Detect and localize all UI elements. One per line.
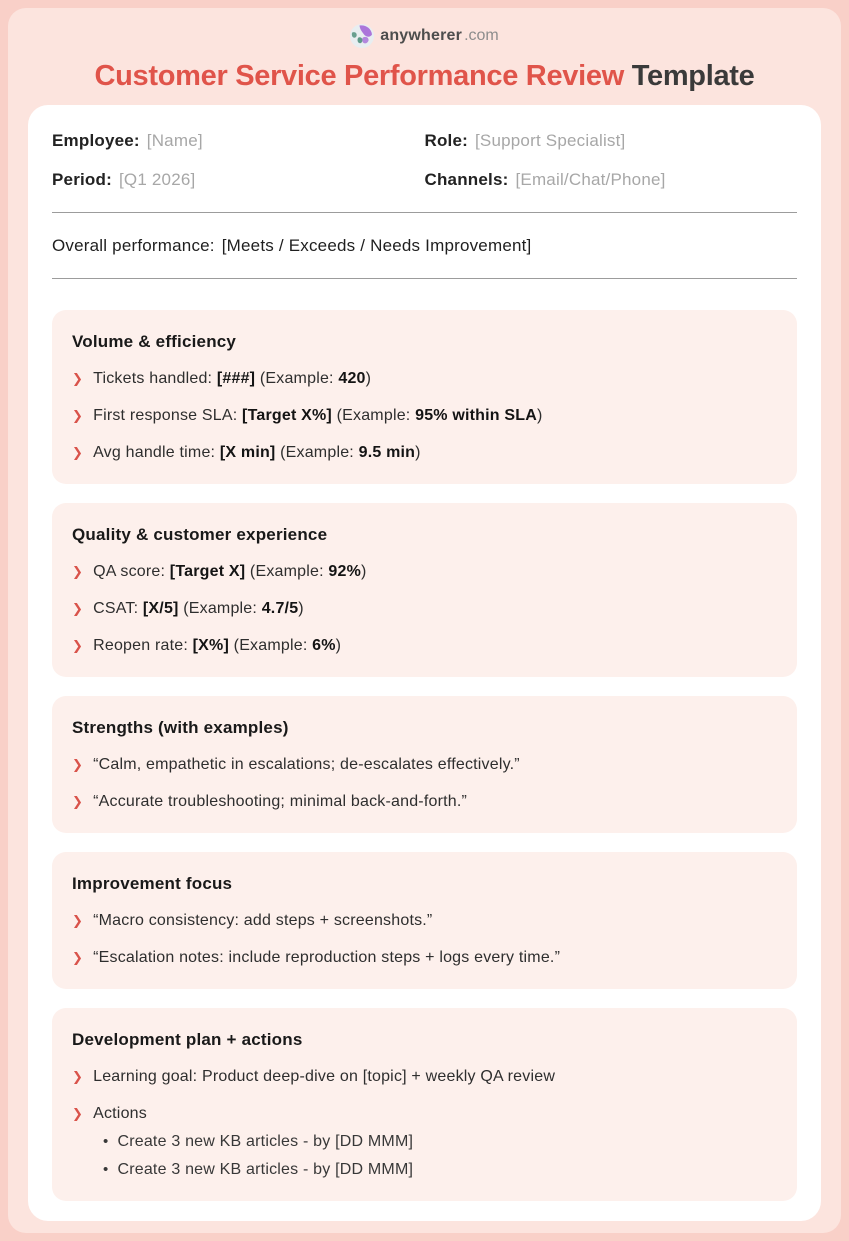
list-item: [72, 369, 777, 388]
brand-logo[interactable]: [20, 20, 829, 48]
meta-fields: [52, 131, 797, 189]
section-heading: Quality & customer experience: [72, 525, 328, 544]
chevron-right-icon: ❯: [72, 564, 84, 579]
list-item: [72, 1104, 777, 1123]
sub-bullet-item: [72, 1132, 777, 1151]
list-item: [72, 911, 777, 930]
globe-icon: [350, 24, 374, 48]
list-item: [72, 443, 777, 462]
item-text: “Calm, empathetic in escalations; de-escalates effectively.”: [93, 756, 520, 773]
page-title-rest: Template: [631, 60, 755, 92]
item-text: “Macro consistency: add steps + screenshots.”: [93, 912, 433, 929]
list-item: [72, 406, 777, 425]
field-value: [Q1 2026]: [118, 170, 196, 189]
chevron-right-icon: ❯: [72, 757, 84, 772]
item-text: Tickets handled: [###] (Example: 420): [93, 370, 372, 387]
list-item: [72, 948, 777, 967]
page-header: [20, 20, 829, 93]
chevron-right-icon: ❯: [72, 1106, 84, 1121]
item-text: Actions: [93, 1105, 147, 1122]
section-quality-customer-experience: [52, 503, 797, 677]
divider-top: [52, 212, 797, 213]
list-item: [72, 792, 777, 811]
section-strengths-with-examples: [52, 696, 797, 833]
item-text: First response SLA: [Target X%] (Example: 95% within SLA): [93, 407, 543, 424]
section-heading: Volume & efficiency: [72, 332, 237, 351]
bullet-dot-icon: •: [103, 1161, 109, 1178]
section-heading: Development plan + actions: [72, 1030, 303, 1049]
overall-performance-label: Overall performance:: [52, 236, 215, 255]
brand-name: anywherer: [380, 27, 463, 44]
template-card: [28, 105, 821, 1221]
section-heading: Strengths (with examples): [72, 718, 289, 737]
page-title: [20, 59, 829, 93]
field-label: Period:: [52, 170, 112, 189]
chevron-right-icon: ❯: [72, 445, 84, 460]
list-item: [72, 562, 777, 581]
list-item: [72, 636, 777, 655]
sections: [52, 310, 797, 1201]
overall-performance-row: [52, 236, 797, 255]
list-item: [72, 755, 777, 774]
field-employee: [52, 131, 425, 150]
field-channels: [425, 170, 798, 189]
item-text: Avg handle time: [X min] (Example: 9.5 min): [93, 444, 421, 461]
list-item: [72, 1067, 777, 1086]
item-text: QA score: [Target X] (Example: 92%): [93, 563, 367, 580]
chevron-right-icon: ❯: [72, 371, 84, 386]
sub-bullet-item: [72, 1160, 777, 1179]
chevron-right-icon: ❯: [72, 794, 84, 809]
chevron-right-icon: ❯: [72, 913, 84, 928]
item-text: Learning goal: Product deep-dive on [topic] + weekly QA review: [93, 1068, 556, 1085]
field-value: [Email/Chat/Phone]: [515, 170, 666, 189]
chevron-right-icon: ❯: [72, 1069, 84, 1084]
item-text: CSAT: [X/5] (Example: 4.7/5): [93, 600, 304, 617]
field-role: [425, 131, 798, 150]
item-text: “Accurate troubleshooting; minimal back-and-forth.”: [93, 793, 468, 810]
field-label: Employee:: [52, 131, 140, 150]
field-period: [52, 170, 425, 189]
bullet-dot-icon: •: [103, 1133, 109, 1150]
field-label: Channels:: [424, 170, 509, 189]
section-volume-efficiency: [52, 310, 797, 484]
item-text: “Escalation notes: include reproduction steps + logs every time.”: [93, 949, 561, 966]
item-text: Create 3 new KB articles - by [DD MMM]: [117, 1133, 414, 1150]
field-label: Role:: [424, 131, 468, 150]
field-value: [Name]: [146, 131, 203, 150]
page-title-highlight: Customer Service Performance Review: [94, 60, 624, 92]
item-text: Create 3 new KB articles - by [DD MMM]: [117, 1161, 414, 1178]
overall-performance-value: [Meets / Exceeds / Needs Improvement]: [221, 236, 532, 255]
section-development-plan-actions: [52, 1008, 797, 1201]
page-panel: [8, 8, 841, 1233]
chevron-right-icon: ❯: [72, 950, 84, 965]
chevron-right-icon: ❯: [72, 601, 84, 616]
item-text: Reopen rate: [X%] (Example: 6%): [93, 637, 342, 654]
field-value: [Support Specialist]: [475, 131, 626, 150]
brand-tld: .com: [464, 27, 499, 44]
chevron-right-icon: ❯: [72, 638, 84, 653]
divider-bottom: [52, 278, 797, 279]
list-item: [72, 599, 777, 618]
section-improvement-focus: [52, 852, 797, 989]
chevron-right-icon: ❯: [72, 408, 84, 423]
section-heading: Improvement focus: [72, 874, 233, 893]
